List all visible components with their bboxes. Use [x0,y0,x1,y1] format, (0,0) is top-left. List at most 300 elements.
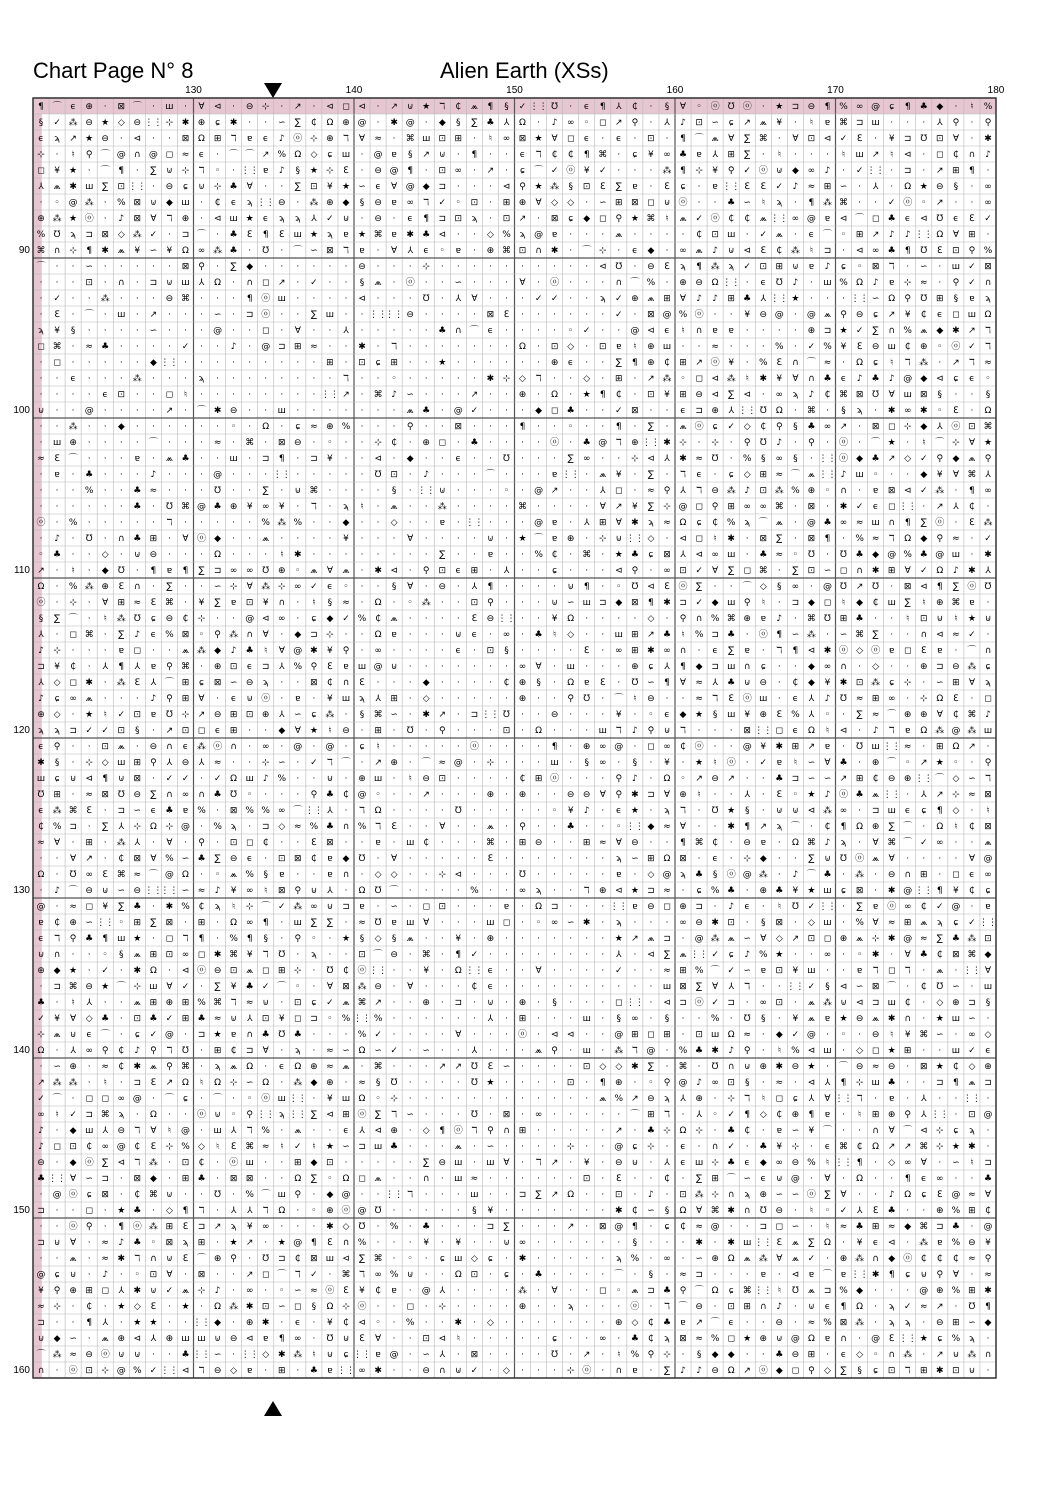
stitch-symbol: ¶ [825,102,831,112]
stitch-symbol: · [666,278,669,288]
stitch-symbol: ℧ [792,902,799,912]
stitch-symbol: ∞ [984,198,992,208]
stitch-symbol: ℸ [231,134,237,144]
stitch-symbol: ∑ [696,982,702,992]
stitch-symbol: ℸ [616,726,622,736]
stitch-symbol: ⊖ [872,1030,880,1040]
stitch-symbol: ⓞ [743,693,752,704]
stitch-symbol: ⊡ [583,182,591,192]
stitch-symbol: ✱ [85,678,93,688]
stitch-symbol: ⁂ [935,725,944,736]
stitch-symbol: § [617,1014,622,1024]
stitch-symbol: ⊕ [679,278,687,288]
stitch-symbol: · [746,758,749,768]
stitch-symbol: ⌒ [422,757,431,768]
stitch-symbol: · [666,470,669,480]
stitch-symbol: · [987,166,990,176]
stitch-symbol: ⊡ [118,182,126,192]
stitch-symbol: · [248,470,251,480]
stitch-symbol: · [345,630,348,640]
stitch-symbol: · [393,1302,396,1312]
stitch-symbol: · [184,422,187,432]
stitch-symbol: ⊕ [310,1062,318,1072]
stitch-symbol: ∩ [921,630,928,640]
stitch-symbol: ♣ [422,406,430,416]
stitch-symbol: ⊖ [535,838,543,848]
stitch-symbol: ♮ [778,902,781,912]
stitch-symbol: · [569,1094,572,1104]
stitch-symbol: ✓ [583,326,591,336]
stitch-symbol: · [377,118,380,128]
stitch-symbol: ✓ [920,454,928,464]
stitch-symbol: § [584,758,589,768]
stitch-symbol: · [184,406,187,416]
stitch-symbol: ℇ [247,230,253,240]
stitch-symbol: · [473,230,476,240]
stitch-symbol: · [778,598,781,608]
stitch-symbol: ✱ [262,1318,270,1328]
stitch-symbol: · [601,326,604,336]
stitch-symbol: ◻ [406,1302,413,1312]
stitch-symbol: · [489,294,492,304]
stitch-symbol: ℧ [840,854,847,864]
stitch-symbol: · [328,1270,331,1280]
stitch-symbol: ⊕ [519,1302,527,1312]
stitch-symbol: ∽ [390,710,398,720]
stitch-symbol: · [569,1174,572,1184]
stitch-symbol: ⊍ [632,1158,639,1168]
stitch-symbol: % [791,486,800,496]
stitch-symbol: Ω [359,1046,366,1056]
stitch-symbol: ɐ [985,902,990,912]
stitch-symbol: ↗ [936,502,944,512]
stitch-symbol: · [569,854,572,864]
stitch-symbol: ∑ [215,854,221,864]
stitch-symbol: % [294,662,303,672]
stitch-symbol: · [762,390,765,400]
stitch-symbol: ∀ [840,1190,847,1200]
stitch-symbol: ⊞ [615,374,623,384]
stitch-symbol: ₵ [905,998,911,1008]
stitch-symbol: ∑ [327,918,333,928]
stitch-symbol: ℧ [551,102,558,112]
stitch-symbol: @ [984,1110,993,1120]
stitch-symbol: ∞ [615,646,623,656]
stitch-symbol: ⊐ [760,1222,768,1232]
stitch-symbol: Ω [278,1206,285,1216]
stitch-symbol: · [666,246,669,256]
stitch-symbol: ⊍ [407,102,414,112]
stitch-symbol: § [793,422,798,432]
stitch-symbol: ℸ [166,518,172,528]
stitch-symbol: ♪ [118,1238,124,1248]
stitch-symbol: @ [614,1222,623,1232]
stitch-symbol: · [585,1206,588,1216]
stitch-symbol: ¶ [953,1078,959,1088]
stitch-symbol: · [296,758,299,768]
stitch-symbol: ◦ [38,550,43,560]
stitch-symbol: · [537,1206,540,1216]
stitch-symbol: ⊞ [278,966,286,976]
stitch-symbol: ⊖ [422,774,430,784]
stitch-symbol: ⁂ [229,1301,238,1312]
stitch-symbol: · [473,502,476,512]
stitch-symbol: ⚲ [423,566,430,576]
stitch-symbol: ⚲ [295,934,302,944]
stitch-symbol: Ω [567,678,574,688]
stitch-symbol: ∽ [792,1126,800,1136]
stitch-symbol: @ [743,870,752,880]
stitch-symbol: ⋮⋮ [851,294,869,304]
stitch-symbol: ϡ [776,198,782,208]
stitch-symbol: ℇ [311,838,317,848]
stitch-symbol: · [505,422,508,432]
stitch-symbol: ∽ [85,918,93,928]
stitch-symbol: ◦ [873,1350,878,1360]
stitch-symbol: ɐ [151,662,156,672]
stitch-symbol: ⊍ [728,246,735,256]
stitch-symbol: ₵ [263,838,269,848]
row-number-label: 160 [4,1365,30,1377]
stitch-symbol: ⊐ [711,662,719,672]
stitch-symbol: ℸ [873,966,879,976]
stitch-symbol: ✓ [166,774,174,784]
stitch-symbol: ₵ [199,902,205,912]
stitch-symbol: · [104,358,107,368]
stitch-symbol: · [682,230,685,240]
stitch-symbol: ⌘ [374,710,383,720]
stitch-symbol: · [649,406,652,416]
stitch-symbol: ₵ [712,518,718,528]
stitch-symbol: ⌘ [374,230,383,240]
stitch-symbol: · [441,790,444,800]
stitch-symbol: ⊲ [711,390,719,400]
stitch-symbol: · [441,854,444,864]
stitch-symbol: ∑ [311,1110,317,1120]
stitch-symbol: · [312,326,315,336]
stitch-symbol: ℸ [985,326,991,336]
stitch-symbol: ∽ [69,1334,77,1344]
stitch-symbol: ⊠ [134,774,142,784]
stitch-symbol: ℇ [857,134,863,144]
stitch-symbol: ɕ [552,566,557,576]
stitch-symbol: · [970,390,973,400]
stitch-symbol: ↗ [69,134,77,144]
stitch-symbol: ✓ [310,582,318,592]
stitch-symbol: ℸ [905,358,911,368]
stitch-symbol: ⊖ [230,1334,238,1344]
stitch-symbol: ϡ [680,870,686,880]
stitch-symbol: · [633,1078,636,1088]
stitch-symbol: ⚲ [246,1110,253,1120]
stitch-symbol: ⩕ [294,1126,301,1136]
stitch-symbol: · [457,150,460,160]
stitch-symbol: ∑ [921,518,927,528]
stitch-symbol: · [248,390,251,400]
stitch-symbol: ★ [968,614,976,624]
stitch-symbol: ♣ [663,1318,671,1328]
stitch-symbol: ∑ [808,1238,814,1248]
stitch-symbol: ¥ [423,1238,429,1248]
stitch-symbol: ⊕ [326,134,334,144]
stitch-symbol: ♪ [423,470,429,480]
stitch-symbol: ✱ [134,1286,142,1296]
stitch-symbol: · [553,870,556,880]
stitch-symbol: ∽ [278,118,286,128]
stitch-symbol: ♪ [215,1286,221,1296]
stitch-symbol: % [791,1046,800,1056]
stitch-symbol: · [537,598,540,608]
stitch-symbol: ℧ [840,550,847,560]
stitch-symbol: · [794,310,797,320]
stitch-symbol: · [328,374,331,384]
stitch-symbol: ⚲ [648,726,655,736]
stitch-symbol: ♪ [696,1078,702,1088]
stitch-symbol: ♮ [778,150,781,160]
stitch-symbol: ♣ [294,1030,302,1040]
stitch-symbol: · [746,1350,749,1360]
stitch-symbol: ℸ [905,966,911,976]
stitch-symbol: · [858,1030,861,1040]
stitch-symbol: ♮ [906,614,909,624]
stitch-symbol: ⊡ [439,566,447,576]
stitch-symbol: · [120,1030,123,1040]
stitch-symbol: ★ [422,102,430,112]
stitch-symbol: · [954,198,957,208]
stitch-symbol: · [569,246,572,256]
stitch-symbol: ⊹ [278,582,286,592]
stitch-symbol: ϡ [841,838,847,848]
stitch-symbol: ∽ [792,1190,800,1200]
stitch-symbol: · [585,822,588,832]
stitch-symbol: ₵ [311,118,317,128]
stitch-symbol: · [505,294,508,304]
stitch-symbol: ✓ [984,534,992,544]
stitch-symbol: ⚲ [487,1126,494,1136]
stitch-symbol: · [553,1206,556,1216]
stitch-symbol: ⊍ [262,998,269,1008]
stitch-symbol: ♮ [633,342,636,352]
stitch-symbol: ℸ [199,1206,205,1216]
stitch-symbol: · [666,230,669,240]
stitch-symbol: ⊞ [679,966,687,976]
stitch-symbol: · [826,438,829,448]
stitch-symbol: ♣ [920,550,928,560]
stitch-symbol: ∞ [374,646,382,656]
stitch-symbol: ♮ [665,214,668,224]
stitch-symbol: ∀ [150,854,157,864]
stitch-symbol: ℸ [134,1158,140,1168]
stitch-symbol: ♣ [631,550,639,560]
stitch-symbol: ш [278,406,286,416]
stitch-symbol: Ω [712,1286,719,1296]
stitch-symbol: · [72,950,75,960]
stitch-symbol: ₵ [921,902,927,912]
stitch-symbol: ¥ [54,1014,60,1024]
stitch-symbol: ⊖ [760,310,768,320]
stitch-symbol: ℧ [262,246,269,256]
stitch-symbol: ◇ [118,118,125,128]
stitch-symbol: ⊹ [695,166,703,176]
stitch-symbol: · [280,246,283,256]
stitch-symbol: ⓞ [695,741,704,752]
stitch-symbol: Ω [214,1078,221,1088]
stitch-symbol: · [553,1014,556,1024]
stitch-symbol: ↗ [374,758,382,768]
stitch-symbol: ∀ [166,1270,173,1280]
stitch-symbol: · [569,1318,572,1328]
stitch-symbol: · [136,742,139,752]
stitch-symbol: ℧ [471,1062,478,1072]
stitch-symbol: ш [888,806,896,816]
stitch-symbol: ₵ [953,1062,959,1072]
stitch-symbol: ♪ [584,806,590,816]
stitch-symbol: · [633,918,636,928]
stitch-symbol: ⊡ [85,1366,93,1376]
stitch-symbol: ɐ [825,1334,830,1344]
stitch-symbol: · [553,1270,556,1280]
stitch-symbol: % [133,1366,142,1376]
stitch-symbol: · [280,694,283,704]
stitch-symbol: · [409,742,412,752]
stitch-symbol: ∩ [616,278,623,288]
stitch-symbol: ✓ [182,774,190,784]
stitch-symbol: · [537,614,540,624]
stitch-symbol: ɐ [680,1318,685,1328]
stitch-symbol: · [200,518,203,528]
stitch-symbol: · [393,726,396,736]
stitch-symbol: · [858,838,861,848]
stitch-symbol: ⁂ [293,901,302,912]
stitch-symbol: ♣ [214,790,222,800]
stitch-symbol: ϡ [969,1334,975,1344]
stitch-symbol: ⊠ [230,1174,238,1184]
stitch-symbol: ⊍ [937,614,944,624]
stitch-symbol: · [874,1318,877,1328]
stitch-symbol: ♮ [778,1286,781,1296]
stitch-symbol: · [569,710,572,720]
stitch-symbol: · [232,486,235,496]
stitch-symbol: ⊡ [727,918,735,928]
stitch-symbol: ш [663,982,671,992]
stitch-symbol: ℇ [761,182,767,192]
stitch-symbol: ⊐ [856,118,864,128]
stitch-symbol: · [473,758,476,768]
stitch-symbol: ɕ [729,1286,734,1296]
stitch-symbol: · [521,1350,524,1360]
stitch-symbol: ϵ [263,134,269,144]
stitch-symbol: · [441,1222,444,1232]
stitch-symbol: ⊍ [487,998,494,1008]
stitch-symbol: ∽ [182,854,190,864]
stitch-symbol: · [553,1110,556,1120]
stitch-symbol: · [457,358,460,368]
stitch-symbol: · [296,614,299,624]
stitch-symbol: · [345,550,348,560]
stitch-symbol: ♪ [263,774,269,784]
stitch-symbol: ⊲ [904,486,912,496]
stitch-symbol: · [104,102,107,112]
stitch-symbol: ⊐ [968,998,976,1008]
stitch-symbol: ϡ [54,726,60,736]
stitch-symbol: ш [615,630,623,640]
stitch-symbol: ♪ [889,1190,895,1200]
stitch-symbol: ∞ [711,1078,719,1088]
stitch-symbol: ◻ [695,502,702,512]
stitch-symbol: · [88,966,91,976]
stitch-symbol: ℇ [953,406,959,416]
stitch-symbol: ∽ [952,1158,960,1168]
stitch-symbol: · [537,758,540,768]
stitch-symbol: @ [213,470,222,480]
stitch-symbol: ɐ [135,454,140,464]
stitch-symbol: · [200,358,203,368]
stitch-symbol: ♪ [776,1302,782,1312]
stitch-symbol: ♮ [409,774,412,784]
stitch-symbol: ⊖ [358,262,366,272]
stitch-symbol: ш [871,518,879,528]
stitch-symbol: ⩕ [615,230,622,240]
stitch-symbol: ✱ [214,406,222,416]
stitch-symbol: ∀ [439,822,446,832]
stitch-symbol: ⊍ [503,1238,510,1248]
stitch-symbol: ⌒ [887,709,896,720]
stitch-symbol: ɐ [632,1366,637,1376]
stitch-symbol: ⊍ [439,150,446,160]
stitch-symbol: · [248,326,251,336]
stitch-symbol: · [730,1014,733,1024]
stitch-symbol: ♮ [746,374,749,384]
stitch-symbol: · [987,742,990,752]
stitch-symbol: ≈ [150,486,158,496]
stitch-symbol: ↗ [150,310,158,320]
stitch-symbol: · [441,1078,444,1088]
stitch-symbol: · [312,534,315,544]
stitch-symbol: · [280,326,283,336]
stitch-symbol: ★ [807,790,815,800]
stitch-symbol: ∽ [567,598,575,608]
stitch-symbol: ш [888,342,896,352]
stitch-symbol: @ [117,150,126,160]
stitch-symbol: ◆ [150,358,157,368]
stitch-symbol: ɕ [327,150,332,160]
stitch-symbol: ₵ [552,150,558,160]
stitch-symbol: · [601,1030,604,1040]
stitch-symbol: ⋮⋮ [754,1238,772,1248]
stitch-symbol: ℧ [840,582,847,592]
stitch-symbol: · [585,854,588,864]
stitch-symbol: · [72,1318,75,1328]
stitch-symbol: · [987,1014,990,1024]
stitch-symbol: ◦ [440,246,445,256]
stitch-symbol: ¶ [937,582,943,592]
stitch-symbol: ⅄ [695,1110,702,1120]
stitch-symbol: ⚲ [295,886,302,896]
stitch-symbol: ɕ [873,310,878,320]
stitch-symbol: · [216,1206,219,1216]
stitch-symbol: ↗ [439,710,447,720]
stitch-symbol: ⊖ [214,966,222,976]
stitch-symbol: ⊖ [134,886,142,896]
stitch-symbol: ◇ [278,822,285,832]
stitch-symbol: ɐ [295,694,300,704]
stitch-symbol: ⊹ [326,630,334,640]
stitch-symbol: · [425,934,428,944]
stitch-symbol: ⊞ [182,678,190,688]
stitch-symbol: · [72,534,75,544]
stitch-symbol: ℧ [118,790,125,800]
stitch-symbol: Ω [359,1094,366,1104]
